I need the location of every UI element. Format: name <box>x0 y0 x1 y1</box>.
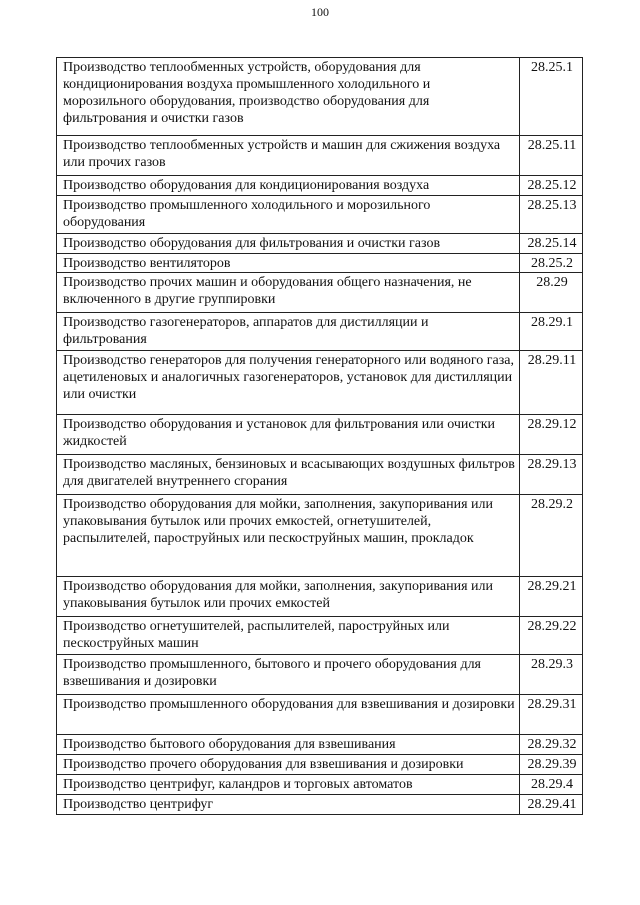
table-row <box>57 735 583 755</box>
table-row <box>57 273 583 313</box>
activity-code: 28.29.1 <box>520 313 583 351</box>
activity-description: Производство теплообменных устройств и машин для сжижения воздуха или прочих газов <box>57 136 520 176</box>
activity-code: 28.29.39 <box>520 755 583 775</box>
activity-code: 28.25.13 <box>520 196 583 234</box>
activity-code: 28.25.11 <box>520 136 583 176</box>
activity-description: Производство прочих машин и оборудования общего назначения, не включенного в другие группировки <box>57 273 520 313</box>
table-row <box>57 775 583 795</box>
table-row <box>57 577 583 617</box>
activity-description: Производство оборудования для кондиционирования воздуха <box>57 176 520 196</box>
table-row <box>57 695 583 735</box>
table-row <box>57 351 583 415</box>
activity-codes-table <box>56 57 583 815</box>
activity-code: 28.29 <box>520 273 583 313</box>
activity-code: 28.29.3 <box>520 655 583 695</box>
activity-code: 28.29.21 <box>520 577 583 617</box>
activity-description: Производство генераторов для получения генераторного или водяного газа, ацетиленовых и аналогичных газогенераторов, установок для дистилляции или очистки <box>57 351 520 415</box>
activity-description: Производство центрифуг <box>57 795 520 815</box>
page-number: 100 <box>311 5 329 19</box>
activity-code: 28.29.13 <box>520 455 583 495</box>
activity-code: 28.29.11 <box>520 351 583 415</box>
activity-description: Производство оборудования для фильтрования и очистки газов <box>57 234 520 254</box>
table-row <box>57 176 583 196</box>
activity-description: Производство промышленного, бытового и прочего оборудования для взвешивания и дозировки <box>57 655 520 695</box>
activity-code: 28.29.31 <box>520 695 583 735</box>
activity-description: Производство оборудования и установок для фильтрования или очистки жидкостей <box>57 415 520 455</box>
activity-description: Производство центрифуг, каландров и торговых автоматов <box>57 775 520 795</box>
table-row <box>57 234 583 254</box>
activity-code: 28.29.41 <box>520 795 583 815</box>
activity-code: 28.29.22 <box>520 617 583 655</box>
table-row <box>57 755 583 775</box>
table-row <box>57 254 583 273</box>
table-row <box>57 495 583 577</box>
activity-code: 28.29.32 <box>520 735 583 755</box>
table-row <box>57 795 583 815</box>
activity-code: 28.25.2 <box>520 254 583 273</box>
activity-code: 28.25.12 <box>520 176 583 196</box>
table-row <box>57 196 583 234</box>
activity-description: Производство оборудования для мойки, заполнения, закупоривания или упаковывания бутылок или прочих емкостей, огнетушителей, распылителей, пароструйных или пескоструйных машин, прокладок <box>57 495 520 577</box>
activity-code: 28.29.12 <box>520 415 583 455</box>
activity-description: Производство промышленного холодильного и морозильного оборудования <box>57 196 520 234</box>
activity-description: Производство вентиляторов <box>57 254 520 273</box>
activity-description: Производство теплообменных устройств, оборудования для кондиционирования воздуха промышленного холодильного и морозильного оборудования, производство оборудования для фильтрования и очистки газов <box>57 58 520 136</box>
activity-code: 28.29.2 <box>520 495 583 577</box>
table-row <box>57 617 583 655</box>
table-row <box>57 136 583 176</box>
activity-code: 28.29.4 <box>520 775 583 795</box>
table-row <box>57 455 583 495</box>
activity-description: Производство промышленного оборудования для взвешивания и дозировки <box>57 695 520 735</box>
activity-code: 28.25.1 <box>520 58 583 136</box>
table-row <box>57 415 583 455</box>
activity-description: Производство прочего оборудования для взвешивания и дозировки <box>57 755 520 775</box>
table-row <box>57 58 583 136</box>
table-row <box>57 655 583 695</box>
activity-description: Производство бытового оборудования для взвешивания <box>57 735 520 755</box>
activity-description: Производство оборудования для мойки, заполнения, закупоривания или упаковывания бутылок или прочих емкостей <box>57 577 520 617</box>
activity-code: 28.25.14 <box>520 234 583 254</box>
activity-description: Производство газогенераторов, аппаратов для дистилляции и фильтрования <box>57 313 520 351</box>
activity-description: Производство масляных, бензиновых и всасывающих воздушных фильтров для двигателей внутреннего сгорания <box>57 455 520 495</box>
table-row <box>57 313 583 351</box>
activity-description: Производство огнетушителей, распылителей, пароструйных или пескоструйных машин <box>57 617 520 655</box>
